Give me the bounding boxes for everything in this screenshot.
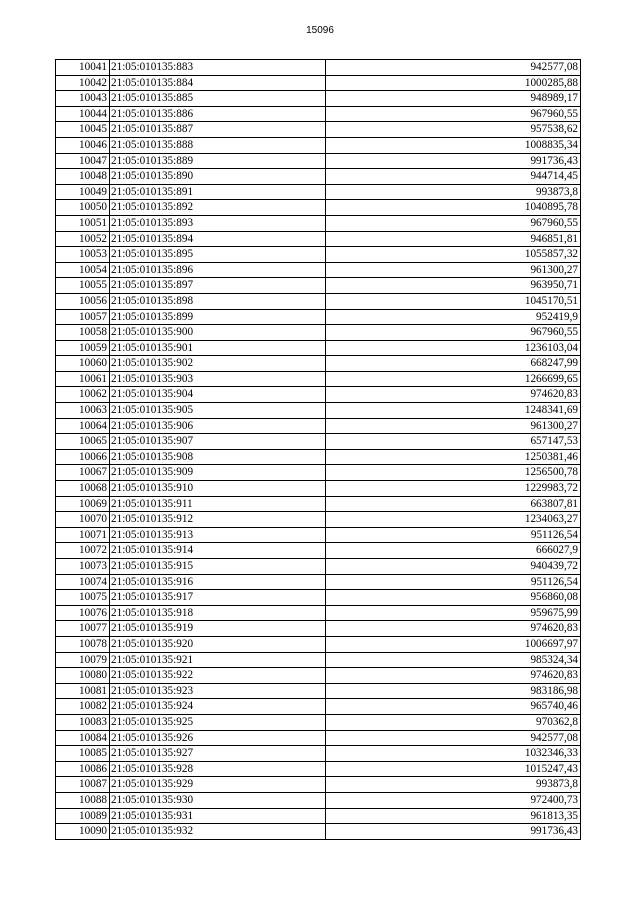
cadastral-number-cell: 21:05:010135:918 [110,605,326,621]
cadastral-number-cell: 21:05:010135:897 [110,278,326,294]
cadastral-number-cell: 21:05:010135:919 [110,621,326,637]
cadastral-number-cell: 21:05:010135:916 [110,574,326,590]
row-number-cell: 10041 [56,60,110,76]
cadastral-number-cell: 21:05:010135:921 [110,652,326,668]
value-cell: 1236103,04 [326,340,581,356]
value-cell: 967960,55 [326,325,581,341]
cadastral-number-cell: 21:05:010135:894 [110,231,326,247]
value-cell: 991736,43 [326,153,581,169]
value-cell: 1006697,97 [326,636,581,652]
cadastral-number-cell: 21:05:010135:895 [110,247,326,263]
row-number-cell: 10055 [56,278,110,294]
value-cell: 974620,83 [326,621,581,637]
row-number-cell: 10046 [56,137,110,153]
row-number-cell: 10056 [56,293,110,309]
cadastral-number-cell: 21:05:010135:906 [110,418,326,434]
row-number-cell: 10083 [56,714,110,730]
row-number-cell: 10081 [56,683,110,699]
cadastral-number-cell: 21:05:010135:905 [110,403,326,419]
row-number-cell: 10088 [56,792,110,808]
cadastral-number-cell: 21:05:010135:910 [110,481,326,497]
table-row [56,527,581,543]
row-number-cell: 10065 [56,434,110,450]
row-number-cell: 10086 [56,761,110,777]
table-row [56,387,581,403]
row-number-cell: 10061 [56,371,110,387]
value-cell: 993873,8 [326,184,581,200]
table-row [56,746,581,762]
row-number-cell: 10054 [56,262,110,278]
table-row [56,200,581,216]
row-number-cell: 10064 [56,418,110,434]
value-cell: 946851,81 [326,231,581,247]
cadastral-number-cell: 21:05:010135:896 [110,262,326,278]
value-cell: 1032346,33 [326,746,581,762]
cadastral-number-cell: 21:05:010135:920 [110,636,326,652]
row-number-cell: 10079 [56,652,110,668]
table-row [56,808,581,824]
table-body [56,60,581,840]
table-row [56,496,581,512]
table-row [56,75,581,91]
value-cell: 1250381,46 [326,449,581,465]
table-row [56,668,581,684]
cadastral-number-cell: 21:05:010135:924 [110,699,326,715]
row-number-cell: 10076 [56,605,110,621]
value-cell: 1266699,65 [326,371,581,387]
value-cell: 666027,9 [326,543,581,559]
value-cell: 956860,08 [326,590,581,606]
cadastral-number-cell: 21:05:010135:915 [110,559,326,575]
table-row [56,278,581,294]
value-cell: 1229983,72 [326,481,581,497]
value-cell: 1256500,78 [326,465,581,481]
row-number-cell: 10062 [56,387,110,403]
table-row [56,699,581,715]
cadastral-number-cell: 21:05:010135:932 [110,824,326,840]
cadastral-number-cell: 21:05:010135:913 [110,527,326,543]
row-number-cell: 10068 [56,481,110,497]
cadastral-number-cell: 21:05:010135:928 [110,761,326,777]
table-row [56,184,581,200]
row-number-cell: 10090 [56,824,110,840]
row-number-cell: 10053 [56,247,110,263]
table-row [56,792,581,808]
row-number-cell: 10077 [56,621,110,637]
cadastral-number-cell: 21:05:010135:908 [110,449,326,465]
row-number-cell: 10087 [56,777,110,793]
cadastral-number-cell: 21:05:010135:922 [110,668,326,684]
value-cell: 970362,8 [326,714,581,730]
value-cell: 668247,99 [326,356,581,372]
row-number-cell: 10058 [56,325,110,341]
cadastral-number-cell: 21:05:010135:899 [110,309,326,325]
table-row [56,434,581,450]
row-number-cell: 10084 [56,730,110,746]
row-number-cell: 10044 [56,106,110,122]
table-row [56,60,581,76]
value-cell: 961813,35 [326,808,581,824]
cadastral-number-cell: 21:05:010135:885 [110,91,326,107]
table-row [56,153,581,169]
cadastral-number-cell: 21:05:010135:898 [110,293,326,309]
page-number: 15096 [306,25,334,36]
row-number-cell: 10071 [56,527,110,543]
table-row [56,621,581,637]
value-cell: 1248341,69 [326,403,581,419]
table-row [56,293,581,309]
table-row [56,418,581,434]
table-row [56,356,581,372]
row-number-cell: 10063 [56,403,110,419]
cadastral-number-cell: 21:05:010135:901 [110,340,326,356]
value-cell: 985324,34 [326,652,581,668]
row-number-cell: 10052 [56,231,110,247]
row-number-cell: 10066 [56,449,110,465]
row-number-cell: 10050 [56,200,110,216]
value-cell: 942577,08 [326,60,581,76]
cadastral-number-cell: 21:05:010135:911 [110,496,326,512]
cadastral-number-cell: 21:05:010135:912 [110,512,326,528]
cadastral-number-cell: 21:05:010135:892 [110,200,326,216]
cadastral-number-cell: 21:05:010135:909 [110,465,326,481]
cadastral-number-cell: 21:05:010135:890 [110,169,326,185]
table-row [56,777,581,793]
table-row [56,215,581,231]
cadastral-number-cell: 21:05:010135:884 [110,75,326,91]
cadastral-number-cell: 21:05:010135:914 [110,543,326,559]
row-number-cell: 10070 [56,512,110,528]
table-row [56,169,581,185]
table-row [56,449,581,465]
value-cell: 972400,73 [326,792,581,808]
value-cell: 967960,55 [326,215,581,231]
cadastral-number-cell: 21:05:010135:888 [110,137,326,153]
cadastral-number-cell: 21:05:010135:931 [110,808,326,824]
table-row [56,137,581,153]
cadastral-number-cell: 21:05:010135:887 [110,122,326,138]
cadastral-number-cell: 21:05:010135:891 [110,184,326,200]
row-number-cell: 10059 [56,340,110,356]
value-cell: 1015247,43 [326,761,581,777]
table-row [56,652,581,668]
table-row [56,574,581,590]
row-number-cell: 10048 [56,169,110,185]
table-row [56,683,581,699]
value-cell: 1045170,51 [326,293,581,309]
table-row [56,106,581,122]
value-cell: 967960,55 [326,106,581,122]
row-number-cell: 10049 [56,184,110,200]
table-row [56,122,581,138]
cadastral-number-cell: 21:05:010135:923 [110,683,326,699]
table-row [56,730,581,746]
table-row [56,247,581,263]
cadastral-number-cell: 21:05:010135:883 [110,60,326,76]
table-row [56,605,581,621]
cadastral-number-cell: 21:05:010135:925 [110,714,326,730]
cadastral-number-cell: 21:05:010135:929 [110,777,326,793]
row-number-cell: 10045 [56,122,110,138]
cadastral-number-cell: 21:05:010135:886 [110,106,326,122]
cadastral-number-cell: 21:05:010135:927 [110,746,326,762]
value-cell: 974620,83 [326,387,581,403]
row-number-cell: 10082 [56,699,110,715]
row-number-cell: 10075 [56,590,110,606]
row-number-cell: 10047 [56,153,110,169]
row-number-cell: 10072 [56,543,110,559]
cadastral-number-cell: 21:05:010135:930 [110,792,326,808]
value-cell: 1000285,88 [326,75,581,91]
cadastral-number-cell: 21:05:010135:893 [110,215,326,231]
value-cell: 963950,71 [326,278,581,294]
table-row [56,231,581,247]
value-cell: 974620,83 [326,668,581,684]
value-cell: 944714,45 [326,169,581,185]
row-number-cell: 10043 [56,91,110,107]
table-row [56,636,581,652]
table-row [56,543,581,559]
table-row [56,262,581,278]
value-cell: 1234063,27 [326,512,581,528]
value-cell: 957538,62 [326,122,581,138]
cadastral-number-cell: 21:05:010135:903 [110,371,326,387]
table-row [56,512,581,528]
row-number-cell: 10067 [56,465,110,481]
table-row [56,714,581,730]
cadastral-number-cell: 21:05:010135:917 [110,590,326,606]
table-row [56,824,581,840]
value-cell: 940439,72 [326,559,581,575]
value-cell: 959675,99 [326,605,581,621]
table-row [56,559,581,575]
cadastral-number-cell: 21:05:010135:900 [110,325,326,341]
table-row [56,465,581,481]
table-row [56,590,581,606]
table-row [56,761,581,777]
table-row [56,371,581,387]
row-number-cell: 10057 [56,309,110,325]
table-row [56,403,581,419]
row-number-cell: 10051 [56,215,110,231]
value-cell: 993873,8 [326,777,581,793]
cadastral-number-cell: 21:05:010135:926 [110,730,326,746]
row-number-cell: 10085 [56,746,110,762]
value-cell: 948989,17 [326,91,581,107]
data-table [55,59,581,840]
value-cell: 952419,9 [326,309,581,325]
value-cell: 965740,46 [326,699,581,715]
table-row [56,340,581,356]
value-cell: 942577,08 [326,730,581,746]
value-cell: 1040895,78 [326,200,581,216]
value-cell: 1055857,32 [326,247,581,263]
value-cell: 961300,27 [326,418,581,434]
table-row [56,481,581,497]
row-number-cell: 10080 [56,668,110,684]
row-number-cell: 10089 [56,808,110,824]
row-number-cell: 10060 [56,356,110,372]
table-row [56,91,581,107]
value-cell: 991736,43 [326,824,581,840]
row-number-cell: 10069 [56,496,110,512]
value-cell: 663807,81 [326,496,581,512]
row-number-cell: 10074 [56,574,110,590]
row-number-cell: 10042 [56,75,110,91]
value-cell: 657147,53 [326,434,581,450]
value-cell: 1008835,34 [326,137,581,153]
value-cell: 983186,98 [326,683,581,699]
cadastral-number-cell: 21:05:010135:904 [110,387,326,403]
cadastral-number-cell: 21:05:010135:902 [110,356,326,372]
value-cell: 961300,27 [326,262,581,278]
row-number-cell: 10078 [56,636,110,652]
table-row [56,325,581,341]
row-number-cell: 10073 [56,559,110,575]
table-row [56,309,581,325]
cadastral-number-cell: 21:05:010135:889 [110,153,326,169]
value-cell: 951126,54 [326,574,581,590]
cadastral-number-cell: 21:05:010135:907 [110,434,326,450]
value-cell: 951126,54 [326,527,581,543]
